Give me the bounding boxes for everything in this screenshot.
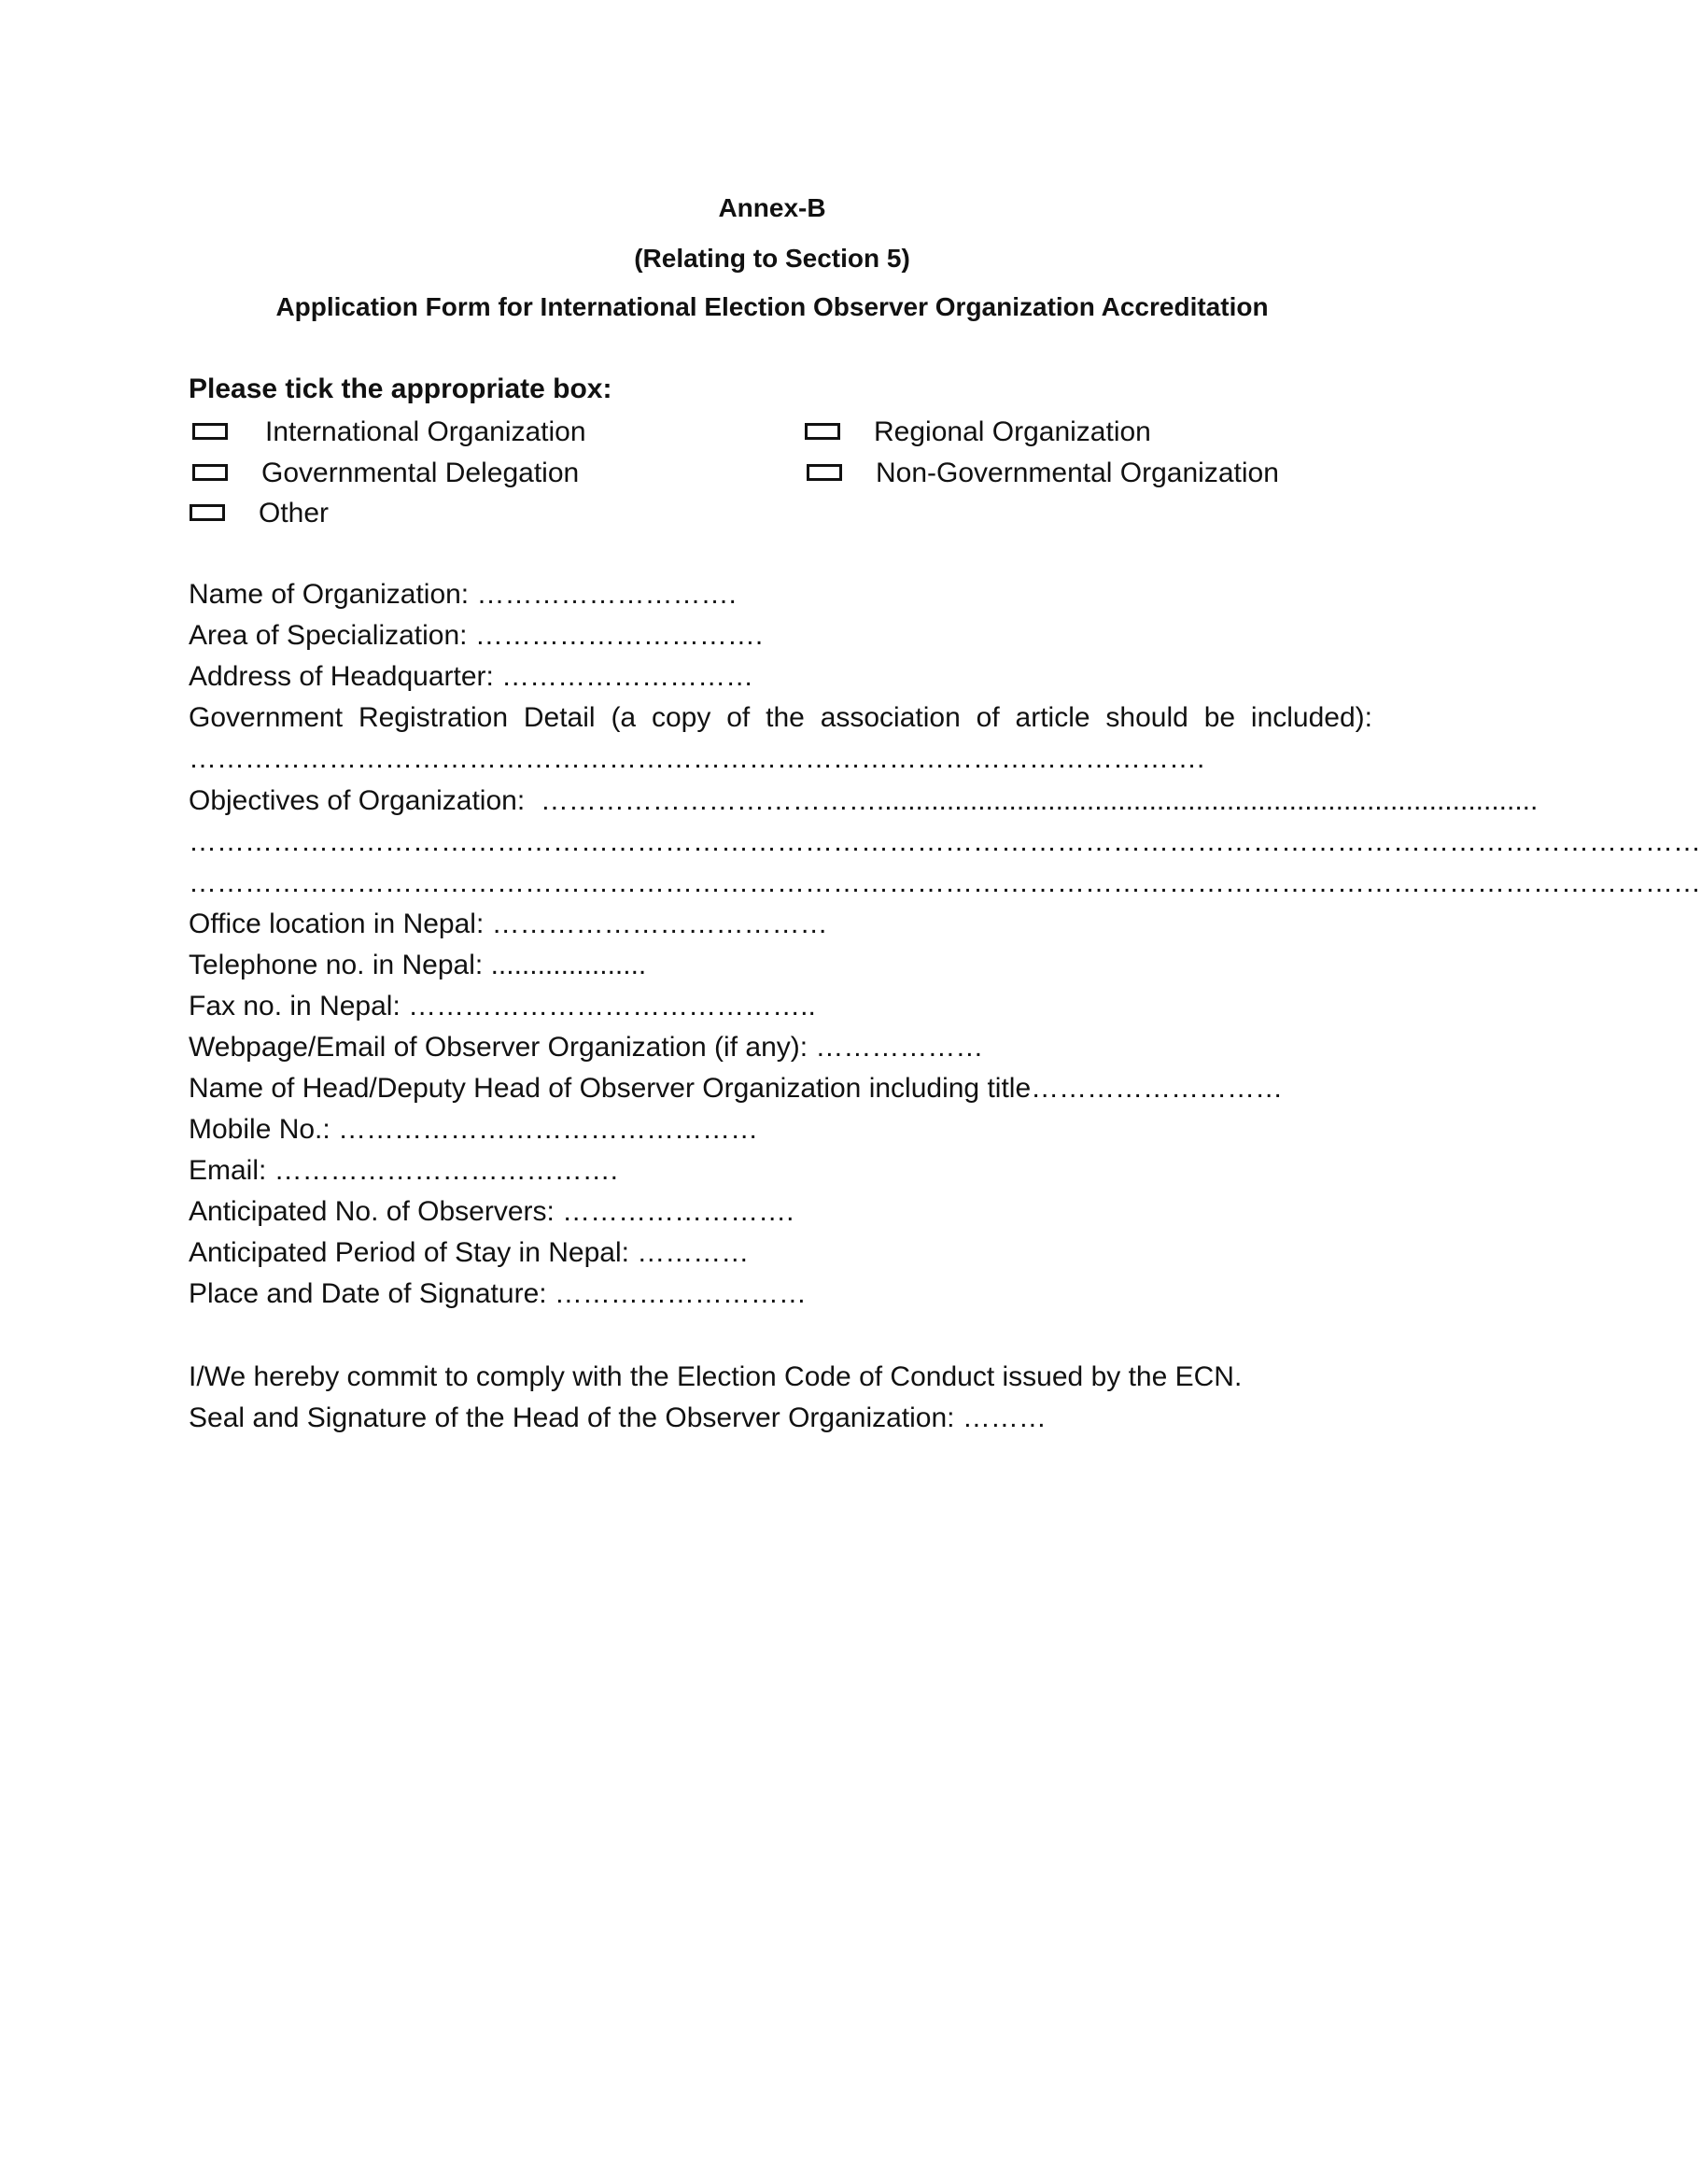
objectives-label: Objectives of Organization:: [189, 785, 526, 816]
mobile-field[interactable]: Mobile No.: ………………………………………: [189, 1114, 759, 1145]
international-organization-checkbox[interactable]: [192, 423, 228, 440]
registration-word: should: [1105, 702, 1188, 733]
area-of-specialization-field[interactable]: Area of Specialization: ………………………….: [189, 620, 764, 651]
registration-word: of: [726, 702, 751, 733]
webpage-email-field[interactable]: Webpage/Email of Observer Organization (if any): ………………: [189, 1032, 984, 1063]
tick-instruction: Please tick the appropriate box:: [189, 373, 612, 404]
seal-signature-field[interactable]: Seal and Signature of the Head of the Observer Organization: ………: [189, 1402, 1047, 1433]
registration-word: copy: [651, 702, 711, 733]
objectives-field-line-2[interactable]: ………………………………………………………………………………………………………………………………………………: [189, 826, 1701, 857]
registration-word: of: [976, 702, 1000, 733]
place-date-signature-field[interactable]: Place and Date of Signature: ………………………: [189, 1278, 807, 1309]
head-name-field[interactable]: Name of Head/Deputy Head of Observer Organization including title………………………: [189, 1073, 1284, 1104]
form-title: Application Form for International Election Observer Organization Accreditation: [275, 292, 1269, 321]
international-organization-label: International Organization: [265, 416, 586, 447]
registration-word: included):: [1250, 702, 1372, 733]
registration-word: (a: [611, 702, 637, 733]
registration-word: Registration: [358, 702, 509, 733]
non-governmental-organization-checkbox[interactable]: [807, 464, 842, 481]
address-of-headquarter-field[interactable]: Address of Headquarter: ………………………: [189, 661, 754, 692]
anticipated-observers-field[interactable]: Anticipated No. of Observers: …………………….: [189, 1196, 794, 1227]
governmental-delegation-label: Governmental Delegation: [261, 458, 580, 488]
anticipated-period-field[interactable]: Anticipated Period of Stay in Nepal: …………: [189, 1237, 750, 1268]
registration-detail-field[interactable]: ……………………………………………………………………………………………….: [189, 743, 1205, 774]
annex-heading: Annex-B: [718, 193, 826, 222]
registration-detail-label: [189, 699, 1372, 737]
objectives-field-line-1[interactable]: ……………………………….....................................................................................: [540, 785, 1539, 816]
registration-word: be: [1203, 702, 1236, 733]
objectives-field-line-3[interactable]: ………………………………………………………………………………………………………………………………………………: [189, 867, 1701, 898]
regional-organization-label: Regional Organization: [874, 416, 1151, 447]
name-of-organization-field[interactable]: Name of Organization: ……………………….: [189, 579, 737, 610]
registration-word: association: [820, 702, 961, 733]
regional-organization-checkbox[interactable]: [805, 423, 840, 440]
other-checkbox[interactable]: [190, 504, 225, 521]
registration-word: Government: [189, 702, 344, 733]
registration-word: Detail: [523, 702, 596, 733]
non-governmental-organization-label: Non-Governmental Organization: [876, 458, 1279, 488]
office-location-field[interactable]: Office location in Nepal: ………………………………: [189, 909, 828, 939]
email-field[interactable]: Email: ……………………………….: [189, 1155, 619, 1186]
commitment-statement: I/We hereby commit to comply with the Election Code of Conduct issued by the ECN.: [189, 1361, 1243, 1392]
relating-heading: (Relating to Section 5): [634, 244, 910, 273]
other-label: Other: [259, 498, 330, 528]
registration-word: the: [766, 702, 805, 733]
fax-field[interactable]: Fax no. in Nepal: ……………………………………..: [189, 991, 816, 1022]
objectives-row: [189, 782, 1539, 820]
telephone-field[interactable]: Telephone no. in Nepal: ....................: [189, 950, 647, 980]
governmental-delegation-checkbox[interactable]: [192, 464, 228, 481]
registration-word: article: [1015, 702, 1090, 733]
